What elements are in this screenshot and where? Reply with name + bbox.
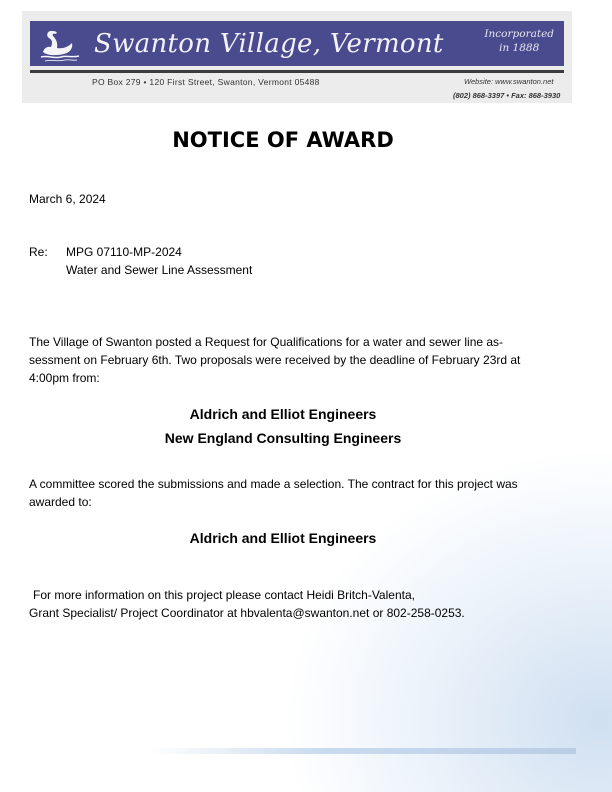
- contact-line-2: Grant Specialist/ Project Coordinator at hbvalenta@swanton.net or 802-258-0253.: [29, 606, 465, 620]
- proposer-firm-1: Aldrich and Elliot Engineers: [189, 406, 377, 422]
- notice-title: NOTICE OF AWARD: [172, 128, 394, 152]
- swan-icon: [39, 25, 81, 63]
- contact-line-1: For more information on this project please contact Heidi Britch-Valenta,: [33, 588, 415, 602]
- selection-paragraph: A committee scored the submissions and made a selection. The contract for this project was awarded to:: [29, 477, 518, 509]
- decorative-band: [150, 748, 576, 754]
- project-name: Water and Sewer Line Assessment: [66, 263, 253, 277]
- incorporated-line1: Incorporated: [484, 28, 554, 40]
- village-name: Swanton Village, Vermont: [94, 29, 444, 59]
- mailing-address: PO Box 279 • 120 First Street, Swanton, Vermont 05488: [92, 77, 320, 87]
- notice-date: March 6, 2024: [29, 192, 106, 206]
- phone-fax: (802) 868-3397 • Fax: 868-3930: [453, 91, 561, 100]
- rfq-paragraph: The Village of Swanton posted a Request for Qualifications for a water and sewer line as-sessment on February 6th. Two proposals were received by the deadline of February 23rd at 4:00pm from:: [29, 335, 521, 385]
- website: Website: www.swanton.net: [464, 77, 554, 86]
- letterhead: [22, 11, 572, 103]
- letterhead-banner: [30, 21, 564, 66]
- project-number: MPG 07110-MP-2024: [66, 245, 182, 259]
- incorporated-note: [484, 27, 554, 55]
- incorporated-line2: in 1888: [499, 42, 540, 54]
- proposer-firm-2: New England Consulting Engineers: [164, 430, 402, 446]
- re-label: Re:: [29, 245, 48, 259]
- awarded-firm: Aldrich and Elliot Engineers: [189, 530, 377, 546]
- letterhead-rule: [30, 70, 564, 73]
